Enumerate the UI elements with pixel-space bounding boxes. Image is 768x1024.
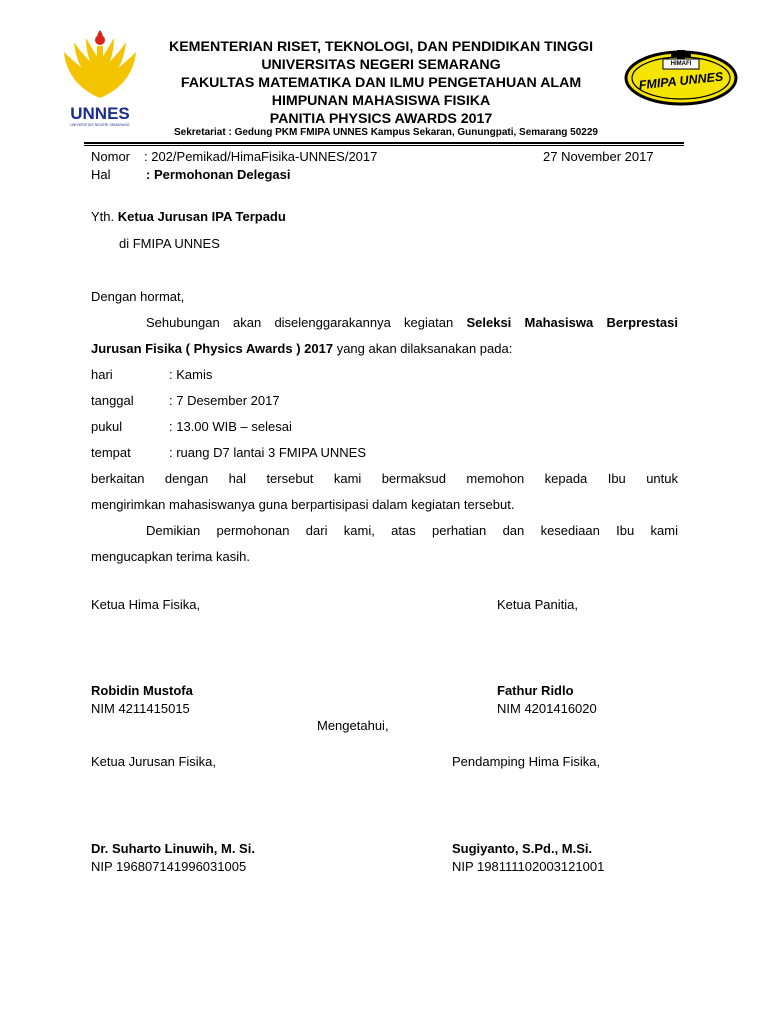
- detail-label-pukul: pukul: [91, 419, 123, 434]
- hal-value: : Permohonan Delegasi: [146, 167, 291, 182]
- paragraph-3-line-2: mengucapkan terima kasih.: [91, 549, 250, 564]
- mengetahui-label: Mengetahui,: [317, 718, 389, 733]
- signer-2-id: NIM 4201416020: [497, 701, 597, 716]
- committee-name: PANITIA PHYSICS AWARDS 2017: [269, 111, 493, 127]
- signer-3-id: NIP 196807141996031005: [91, 859, 247, 874]
- recipient-line: [91, 209, 286, 224]
- signer-2-name: Fathur Ridlo: [497, 683, 574, 698]
- letter-date: 27 November 2017: [543, 149, 654, 164]
- recipient-name: Ketua Jurusan IPA Terpadu: [117, 209, 286, 224]
- faculty-name: FAKULTAS MATEMATIKA DAN ILMU PENGETAHUAN ALAM: [180, 75, 582, 91]
- letterhead-divider-thick: [84, 142, 684, 144]
- p1-end: yang akan dilaksanakan pada:: [336, 341, 513, 356]
- fmipa-unnes-logo-text: FMIPA UNNES: [638, 69, 724, 93]
- nomor-label: Nomor: [91, 149, 131, 164]
- paragraph-2-line-1: berkaitan dengan hal tersebut kami bermaksud memohon kepada Ibu untuk: [91, 471, 678, 486]
- paragraph-1-line-1: [146, 315, 678, 330]
- detail-value-hari: : Kamis: [169, 367, 213, 382]
- p1-event-name: Seleksi Mahasiswa Berprestasi: [466, 315, 678, 330]
- signer-2-role: Ketua Panitia,: [497, 597, 578, 612]
- unnes-logo: [60, 28, 140, 127]
- hal-label: Hal: [91, 167, 111, 182]
- organization-name: HIMPUNAN MAHASISWA FISIKA: [271, 93, 491, 109]
- fmipa-unnes-logo: [624, 50, 738, 106]
- detail-value-tempat: : ruang D7 lantai 3 FMIPA UNNES: [169, 445, 367, 460]
- signer-1-name: Robidin Mustofa: [91, 683, 193, 698]
- detail-label-hari: hari: [91, 367, 113, 382]
- recipient-place: di FMIPA UNNES: [119, 236, 220, 251]
- signer-1-id: NIM 4211415015: [91, 701, 190, 716]
- himafi-badge: HIMAFI: [670, 61, 692, 67]
- unnes-emblem-icon: [60, 28, 140, 100]
- unnes-logo-subtext: UNIVERSITAS NEGERI SEMARANG: [70, 123, 130, 127]
- detail-value-tanggal: : 7 Desember 2017: [169, 393, 280, 408]
- paragraph-1-line-2: [91, 341, 512, 356]
- detail-value-pukul: : 13.00 WIB – selesai: [169, 419, 292, 434]
- greeting: Dengan hormat,: [91, 289, 185, 304]
- nomor-value: : 202/Pemikad/HimaFisika-UNNES/2017: [144, 149, 378, 164]
- signer-3-name: Dr. Suharto Linuwih, M. Si.: [91, 841, 255, 856]
- p1-start: Sehubungan akan diselenggarakannya kegiatan: [146, 315, 454, 330]
- secretariat-address: Sekretariat : Gedung PKM FMIPA UNNES Kampus Sekaran, Gunungpati, Semarang 50229: [174, 127, 598, 138]
- signer-1-role: Ketua Hima Fisika,: [91, 597, 201, 612]
- paragraph-3-line-1: Demikian permohonan dari kami, atas perhatian dan kesediaan Ibu kami: [146, 523, 678, 538]
- paragraph-2-line-2: mengirimkan mahasiswanya guna berpartisipasi dalam kegiatan tersebut.: [91, 497, 515, 512]
- signer-4-name: Sugiyanto, S.Pd., M.Si.: [452, 841, 593, 856]
- signer-3-role: Ketua Jurusan Fisika,: [91, 754, 217, 769]
- signer-4-role: Pendamping Hima Fisika,: [452, 754, 601, 769]
- yth-label: Yth.: [91, 209, 115, 224]
- detail-label-tempat: tempat: [91, 445, 131, 460]
- ministry-name: KEMENTERIAN RISET, TEKNOLOGI, DAN PENDIDIKAN TINGGI: [168, 39, 594, 55]
- letterhead-divider-thin: [84, 145, 684, 146]
- detail-label-tanggal: tanggal: [91, 393, 134, 408]
- signer-4-id: NIP 198111102003121001: [452, 859, 605, 874]
- unnes-logo-text: UNNES: [70, 104, 130, 123]
- p1-event-name-cont: Jurusan Fisika ( Physics Awards ) 2017: [91, 341, 334, 356]
- university-name: UNIVERSITAS NEGERI SEMARANG: [261, 57, 501, 73]
